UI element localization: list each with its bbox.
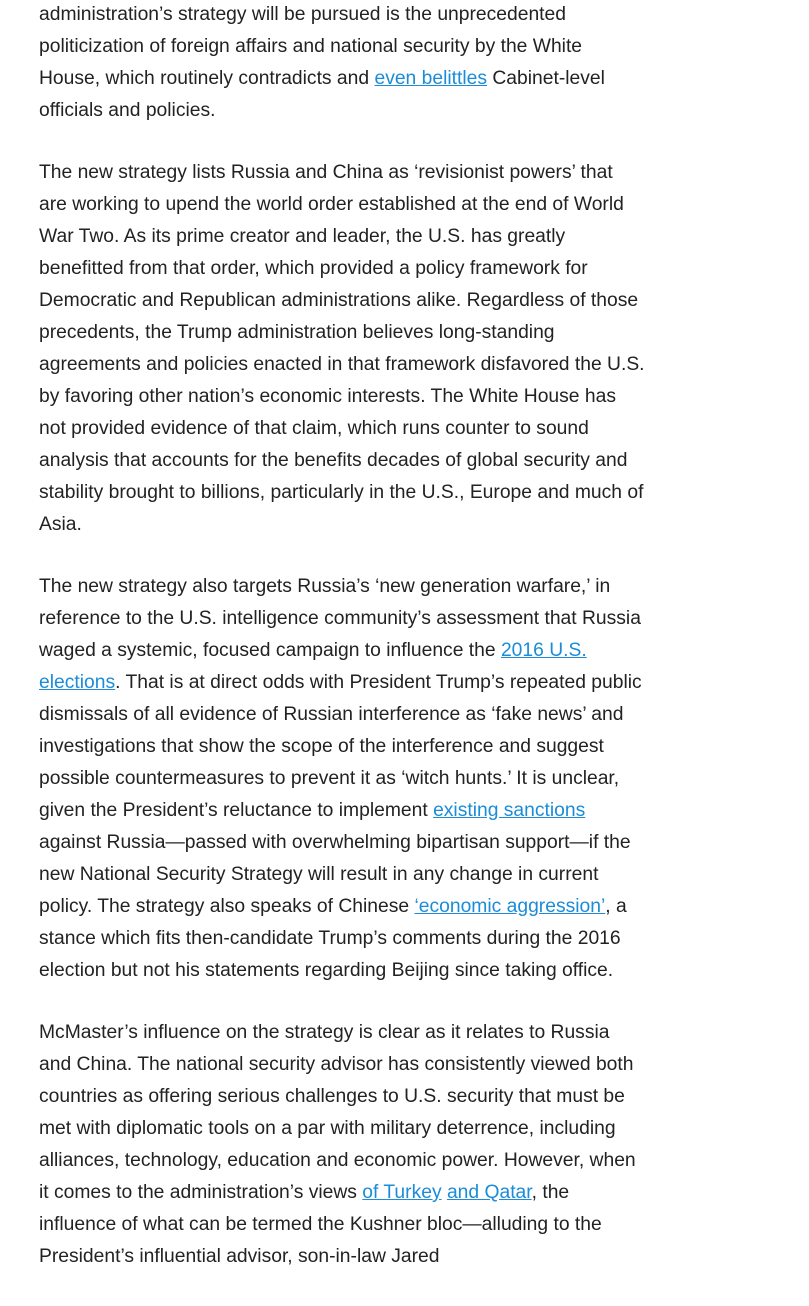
link-economic-aggression[interactable]: ‘economic aggression’ [414, 896, 606, 917]
link-even-belittles[interactable]: even belittles [374, 68, 488, 89]
article-paragraph-3 [39, 571, 645, 987]
article-body [39, 0, 645, 1303]
paragraph-text: The new strategy also targets Russia’s ‘new generation warfare,’ in reference to the U.S. intelligence community’s assessment that Russia waged a systemic, focused campaign to influence the [39, 576, 641, 661]
paragraph-text: against Russia—passed with overwhelming bipartisan support—if the new National Security Strategy will result in any change in current policy. The strategy also speaks of Chinese [39, 832, 631, 917]
paragraph-text: The new strategy lists Russia and China as ‘revisionist powers’ that are working to upend the world order established at the end of World War Two. As its prime creator and leader, the U.S. has greatly benefitted from that order, which provided a policy framework for Democratic and Republican administrations alike. Regardless of those precedents, the Trump administration believes long-standing agreements and policies enacted in that framework disfavored the U.S. by favoring other nation’s economic interests. The White House has not provided evidence of that claim, which runs counter to sound analysis that accounts for the benefits decades of global security and stability brought to billions, particularly in the U.S., Europe and much of Asia. [39, 162, 645, 535]
article-paragraph-1 [39, 0, 645, 127]
article-paragraph-4 [39, 1017, 645, 1273]
paragraph-text: McMaster’s influence on the strategy is clear as it relates to Russia and China. The national security advisor has consistently viewed both countries as offering serious challenges to U.S. security that must be met with diplomatic tools on a par with military deterrence, including alliances, technology, education and economic power. However, when it comes to the administration’s views [39, 1022, 636, 1203]
link-and-qatar[interactable]: and Qatar [446, 1182, 532, 1203]
article-paragraph-2 [39, 157, 645, 541]
paragraph-text: Cabinet-level officials and policies. [39, 68, 605, 121]
link-2016-us-elections[interactable]: 2016 U.S. elections [39, 640, 587, 693]
paragraph-text: , the influence of what can be termed the Kushner bloc—alluding to the President’s influential advisor, son-in-law Jared [39, 1182, 602, 1267]
paragraph-text: , a stance which fits then-candidate Trump’s comments during the 2016 election but not his statements regarding Beijing since taking office. [39, 896, 627, 981]
link-of-turkey[interactable]: of Turkey [362, 1182, 442, 1203]
link-existing-sanctions[interactable]: existing sanctions [433, 800, 586, 821]
paragraph-text: administration’s strategy will be pursued is the unprecedented politicization of foreign affairs and national security by the White House, which routinely contradicts and [39, 4, 583, 89]
paragraph-text: . That is at direct odds with President Trump’s repeated public dismissals of all evidence of Russian interference as ‘fake news’ and investigations that show the scope of the interference and suggest possible countermeasures to prevent it as ‘witch hunts.’ It is unclear, given the President’s reluctance to implement [39, 672, 642, 821]
